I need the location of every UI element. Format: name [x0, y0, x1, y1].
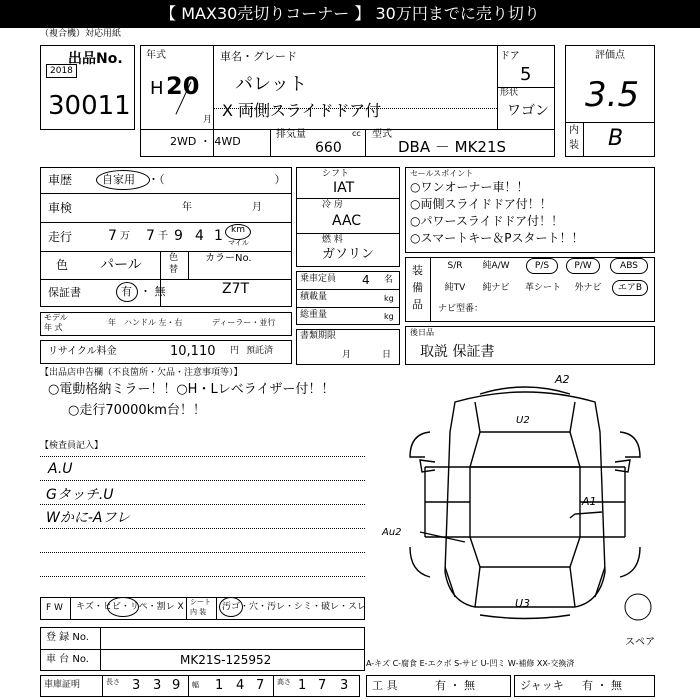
dims-label: 車庫証明 — [44, 680, 81, 690]
ac-value: AAC — [332, 213, 362, 229]
doors-value: 5 — [520, 64, 532, 85]
warranty-no: ・ 無 — [140, 285, 166, 298]
capacity-value: 4 — [362, 273, 370, 287]
chassis-label: 車 台 No. — [46, 654, 89, 665]
jack-value: 有 ・ 無 — [582, 679, 622, 692]
model-name: パレット — [235, 74, 307, 95]
banner-text: 【 MAX30売切りコーナー 】 30万円までに売り切り — [160, 4, 540, 23]
fw-items: キズ・ヒビ・リペ・割レ X — [76, 602, 184, 612]
lot-number: 30011 — [48, 91, 131, 121]
interior-label-1: 内 — [569, 125, 579, 136]
dims-len-1: 3 — [153, 678, 162, 693]
equipment-label-3: 品 — [412, 298, 423, 311]
equip-tv: 純TV — [444, 283, 466, 293]
equip-pw: P/W — [566, 258, 600, 274]
color-no-value: Z7T — [222, 281, 250, 297]
equip-alloy-wheel: 純A/W — [482, 261, 510, 271]
recycle-note: 預託済 — [246, 346, 274, 356]
ac-label: 冷 房 — [322, 200, 343, 210]
history-label: 車歴 — [48, 173, 73, 187]
capacity-unit: 名 — [384, 275, 394, 285]
year-month-unit: 月 — [203, 115, 213, 125]
mileage-d2: 7 — [146, 228, 155, 244]
inspection-label: 車検 — [48, 201, 73, 215]
mileage-mile: マイル — [228, 239, 249, 247]
model-year-label-2: 年 式 — [44, 323, 63, 332]
model-year-label-1: モデル — [44, 313, 68, 322]
color-no-label: カラーNo. — [205, 253, 252, 264]
capacity-label: 乗車定員 — [300, 274, 337, 284]
selling-point-1: ○ワンオーナー車！！ — [410, 180, 529, 194]
dims-len-label: 長さ — [106, 678, 120, 686]
displacement-value: 660 — [315, 140, 342, 156]
dims-len-0: 3 — [132, 678, 141, 693]
fw-label: F W — [46, 603, 63, 613]
dims-wid-2: 7 — [256, 678, 265, 693]
inspector-line-3: Wかに-Aフレ — [46, 510, 130, 526]
interior-label-2: 装 — [569, 140, 579, 151]
recycle-unit: 円 — [230, 346, 240, 356]
dims-hgt-0: 1 — [298, 678, 307, 693]
after-items-value: 取説 保証書 — [420, 344, 495, 360]
equip-airbag: エアB — [612, 280, 648, 296]
model-grade: X 両側スライドドア付 — [222, 101, 382, 120]
equip-navi: 純ナビ — [482, 283, 510, 293]
inspector-label: 【検査員記入】 — [40, 441, 104, 451]
dims-hgt-1: 7 — [318, 678, 327, 693]
body-type-value: ワゴン — [507, 103, 549, 119]
displacement-unit: cc — [352, 129, 361, 138]
docs-month: 月 — [342, 350, 352, 360]
selling-point-2: ○両側スライドドア付！！ — [410, 197, 552, 211]
equip-navi-model: ナビ型番： — [438, 304, 484, 314]
inspection-year: 年 — [182, 202, 192, 213]
notes-line-2: ○走行70000km台！！ — [68, 403, 206, 418]
model-code-value: DBA － MK21S — [398, 138, 507, 156]
mileage-d4: 4 — [195, 228, 204, 244]
chassis-value: MK21S-125952 — [180, 653, 272, 667]
seat-label-1: シート — [190, 598, 211, 606]
weight-label: 総重量 — [300, 310, 328, 320]
damage-legend: A-キズ C-腐食 E-エクボ S-サビ U-凹ミ W-補修 XX-交換済 — [366, 659, 575, 668]
dims-wid-1: 4 — [236, 678, 245, 693]
dims-hgt-label: 高さ — [277, 678, 291, 686]
equipment-label-2: 備 — [412, 281, 423, 294]
shift-label: シフト — [322, 169, 350, 179]
equipment-label-1: 装 — [412, 264, 423, 277]
dims-wid-0: 1 — [215, 678, 224, 693]
mileage-u2: 千 — [158, 231, 168, 242]
mileage-u1: 万 — [120, 231, 130, 242]
jack-label: ジャッキ — [520, 679, 564, 692]
diagram-label-a2: A2 — [555, 373, 570, 386]
recycle-label: リサイクル料金 — [48, 346, 117, 357]
seat-label-2: 内 装 — [190, 608, 207, 616]
model-year-year: 年 — [108, 318, 116, 327]
shift-value: IAT — [333, 180, 355, 196]
recycle-value: 10,110 — [170, 344, 216, 359]
body-type-label: 形状 — [500, 88, 519, 98]
mileage-km: km — [231, 225, 245, 235]
diagram-label-a1: A1 — [582, 495, 597, 508]
dims-wid-label: 幅 — [192, 681, 199, 689]
inspection-month: 月 — [252, 202, 262, 213]
history-value: 自家用 — [102, 173, 135, 186]
docs-label: 書類期限 — [300, 331, 337, 341]
header-partial: （複合機）対応用紙 — [40, 29, 122, 39]
score-value: 3.5 — [585, 75, 640, 115]
mileage-label: 走行 — [48, 230, 73, 244]
displacement-label: 排気量 — [276, 129, 306, 140]
year-era: H — [150, 78, 164, 99]
drive-type: 2WD ・ 4WD — [170, 135, 241, 148]
after-items-label: 後日品 — [410, 328, 434, 337]
fw-circle — [107, 597, 139, 617]
equip-ps: P/S — [526, 258, 558, 274]
lot-year-stamp: 2018 — [46, 64, 77, 78]
tools-value: 有 ・ 無 — [435, 679, 475, 692]
inspector-line-2: Gタッチ.U — [46, 487, 114, 503]
model-year-dealer: ディーラー・並行 — [212, 318, 276, 327]
dims-len-2: 9 — [172, 678, 181, 693]
selling-point-3: ○パワースライドドア付！！ — [410, 214, 564, 228]
diagram-label-u3: U3 — [515, 597, 531, 610]
equip-sr: S/R — [447, 261, 463, 271]
score-label: 評価点 — [595, 50, 625, 61]
mileage-d1: 7 — [108, 228, 117, 244]
seat-circle — [219, 597, 243, 617]
seat-items: 汚ゴ・穴・汚レ・シミ・破レ・スレ — [222, 602, 367, 612]
diagram-label-u2: U2 — [516, 415, 530, 426]
notes-line-1: ○電動格納ミラー！！○H・Lレベライザー付！！ — [48, 382, 335, 397]
load-label: 積載量 — [300, 292, 328, 302]
registration-label: 登 録 No. — [46, 632, 89, 643]
docs-day: 日 — [382, 350, 392, 360]
model-label: 車名・グレード — [220, 50, 297, 63]
tools-label: 工 具 — [372, 679, 398, 692]
mileage-d3: 9 — [174, 228, 183, 244]
doors-label: ドア — [500, 51, 520, 62]
mileage-d5: 1 — [214, 228, 223, 244]
history-rest: ・（ ） — [148, 173, 286, 186]
dims-hgt-2: 3 — [340, 678, 349, 693]
load-unit: kg — [384, 294, 394, 303]
color-label: 色 — [56, 258, 69, 272]
equip-ext-navi: 外ナビ — [574, 283, 602, 293]
color-value: パール — [100, 257, 142, 273]
selling-points-label: セールスポイント — [410, 169, 474, 178]
warranty-yes: 有 — [121, 285, 132, 298]
inspector-line-1: A.U — [48, 461, 73, 477]
dims-box — [40, 675, 360, 697]
selling-point-4: ○スマートキー＆Pスタート！！ — [410, 231, 584, 245]
equip-leather: 革シート — [524, 283, 561, 293]
diagram-spare: スペア — [625, 637, 655, 648]
year-value: 20 — [166, 72, 200, 100]
notes-label: 【出品店申告欄（不良箇所・欠品・注意事項等）】 — [40, 368, 243, 378]
interior-value: B — [608, 126, 624, 151]
car-diagram — [380, 372, 670, 622]
lot-label: 出品No. — [68, 51, 123, 67]
weight-unit: kg — [384, 312, 394, 321]
fuel-value: ガソリン — [322, 247, 375, 262]
year-label: 年式 — [146, 50, 166, 61]
warranty-label: 保証書 — [48, 286, 81, 299]
color-change-2: 替 — [169, 265, 179, 275]
equip-abs: ABS — [610, 258, 648, 274]
model-code-label: 型式 — [372, 129, 392, 140]
model-year-handle: ハンドル 左・右 — [124, 318, 183, 327]
fuel-label: 燃 料 — [322, 235, 343, 245]
color-change-1: 色 — [169, 253, 179, 263]
diagram-label-au2: Au2 — [382, 527, 402, 538]
